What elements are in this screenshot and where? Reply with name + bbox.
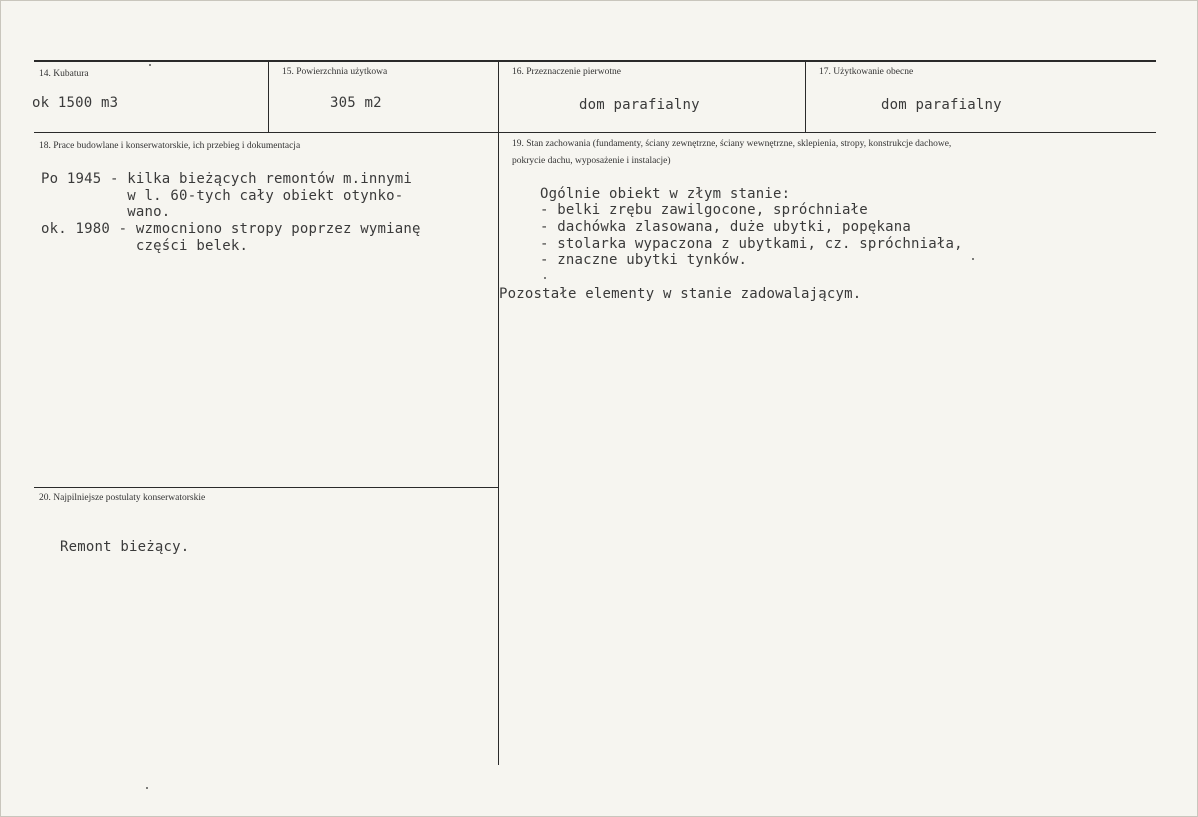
- kubatura-value: ok 1500 m3: [32, 95, 119, 111]
- prace-line-1: Po 1945 - kilka bieżących remontów m.innymi: [41, 171, 413, 187]
- prace-line-3: wano.: [41, 204, 171, 220]
- powierzchnia-label: 15. Powierzchnia użytkowa: [282, 67, 388, 77]
- row1-divider-2: [498, 61, 499, 133]
- prace-line-5: części belek.: [41, 238, 249, 254]
- uzytkowanie-label: 17. Użytkowanie obecne: [819, 67, 914, 77]
- top-rule: [34, 60, 1156, 62]
- prace-line-4: ok. 1980 - wzmocniono stropy poprzez wymianę: [41, 221, 421, 237]
- przeznaczenie-label: 16. Przeznaczenie pierwotne: [512, 67, 621, 77]
- paper-speck: [146, 787, 148, 789]
- stan-zachowania-label: 19. Stan zachowania (fundamenty, ściany zewnętrzne, ściany wewnętrzne, sklepienia, stropy, konstrukcje dachowe, pokrycie dachu, wyposażenie i instalacje): [512, 139, 952, 166]
- uzytkowanie-value: dom parafialny: [881, 97, 1002, 113]
- field20-top-rule: [34, 487, 498, 488]
- center-vertical-rule: [498, 133, 499, 765]
- row1-divider-1: [268, 61, 269, 133]
- stan-line-4: - stolarka wypaczona z ubytkami, cz. spróchniała,: [540, 236, 963, 252]
- stan-line-5: - znaczne ubytki tynków.: [540, 252, 748, 268]
- postulaty-value: Remont bieżący.: [60, 539, 190, 555]
- paper-speck: [149, 64, 151, 66]
- prace-label: 18. Prace budowlane i konserwatorskie, ich przebieg i dokumentacja: [39, 141, 301, 151]
- row1-bottom-rule: [34, 132, 1156, 133]
- postulaty-label: 20. Najpilniejsze postulaty konserwatorskie: [39, 493, 206, 503]
- stan-line-2: - belki zrębu zawilgocone, spróchniałe: [540, 202, 868, 218]
- row1-divider-3: [805, 61, 806, 133]
- paper-speck: [544, 277, 546, 279]
- paper-speck: [972, 258, 974, 260]
- kubatura-label: 14. Kubatura: [39, 69, 89, 79]
- powierzchnia-value: 305 m2: [330, 95, 382, 111]
- stan-line-3: - dachówka zlasowana, duże ubytki, popękana: [540, 219, 912, 235]
- stan-footer: Pozostałe elementy w stanie zadowalającym.: [499, 286, 862, 302]
- prace-line-2: w l. 60-tych cały obiekt otynko-: [41, 188, 404, 204]
- przeznaczenie-value: dom parafialny: [579, 97, 700, 113]
- stan-line-1: Ogólnie obiekt w złym stanie:: [540, 186, 791, 202]
